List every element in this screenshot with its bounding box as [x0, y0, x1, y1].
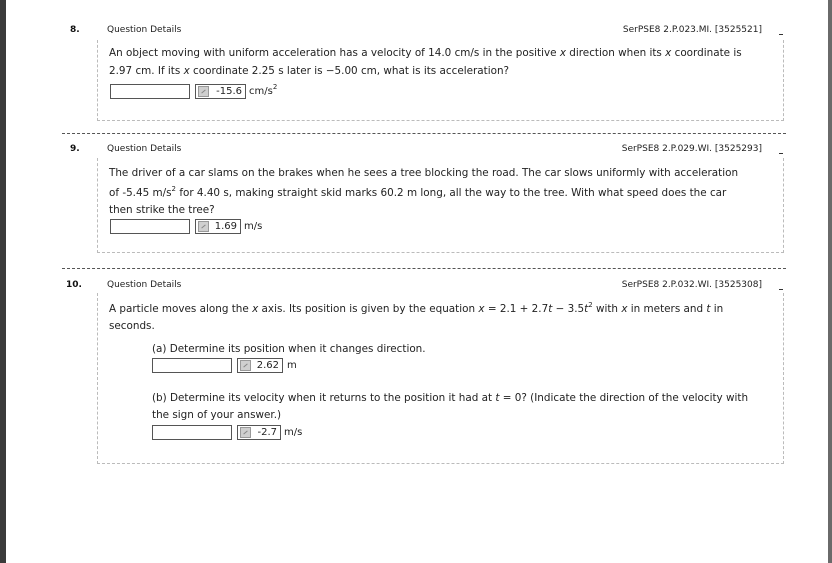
question-text-line: An object moving with uniform acceleration has a velocity of 14.0 cm/s in the positive x direction when its x coordinate is	[109, 47, 742, 59]
question-number: 10.	[66, 280, 82, 290]
answer-key-icon	[240, 360, 251, 371]
answer-key-icon	[240, 427, 251, 438]
answer-key-icon	[198, 221, 209, 232]
submitted-answer: -15.6	[195, 84, 246, 99]
part-b-text-line: (b) Determine its velocity when it returns to the position it had at t = 0? (Indicate the direction of the velocity with	[152, 392, 749, 404]
answer-input[interactable]	[110, 219, 190, 234]
question-details-link[interactable]: Question Details	[107, 280, 182, 290]
answer-unit: $cm/s^2$	[249, 83, 278, 97]
answer-input[interactable]	[110, 84, 190, 99]
question-text-line: seconds.	[109, 320, 155, 332]
question-reference: SerPSE8 2.P.023.MI. [3525521]	[622, 25, 762, 35]
question-text-line: of -5.45 $m/s^2$ for 4.40 s, making straight skid marks 60.2 m long, all the way to the tree. With what speed does the car	[109, 185, 727, 199]
answer-input-b[interactable]	[152, 425, 232, 440]
answer-input-a[interactable]	[152, 358, 232, 373]
question-reference: SerPSE8 2.P.032.WI. [3525308]	[621, 280, 762, 290]
question-details-link[interactable]: Question Details	[107, 144, 182, 154]
submitted-answer-a: 2.62	[237, 358, 283, 373]
window-left-edge	[0, 0, 6, 563]
window-right-edge	[828, 0, 832, 563]
question-text-line: The driver of a car slams on the brakes when he sees a tree blocking the road. The car slows uniformly with acceleration	[109, 167, 739, 179]
question-text-line: A particle moves along the x axis. Its position is given by the equation $x = 2.1 + 2.7t - 3.5t^2$ with x in meters and t in	[109, 301, 724, 315]
collapse-toggle[interactable]	[779, 289, 783, 290]
collapse-toggle[interactable]	[779, 153, 783, 154]
question-reference: SerPSE8 2.P.029.WI. [3525293]	[621, 144, 762, 154]
part-b-text-line: the sign of your answer.)	[152, 409, 282, 421]
submitted-answer: 1.69	[195, 219, 241, 234]
question-number: 8.	[70, 25, 80, 35]
answer-unit: m	[287, 360, 297, 371]
submitted-answer-b: -2.7	[237, 425, 281, 440]
question-text-line: 2.97 cm. If its x coordinate 2.25 s later is −5.00 cm, what is its acceleration?	[109, 65, 510, 77]
question-number: 9.	[70, 144, 80, 154]
part-a-text: (a) Determine its position when it changes direction.	[152, 343, 426, 355]
answer-unit: m/s	[284, 427, 303, 438]
question-details-link[interactable]: Question Details	[107, 25, 182, 35]
answer-key-icon	[198, 86, 209, 97]
question-separator	[62, 268, 786, 269]
collapse-toggle[interactable]	[779, 34, 783, 35]
answer-unit: m/s	[244, 221, 263, 232]
question-text-line: then strike the tree?	[109, 204, 215, 216]
question-separator	[62, 133, 786, 134]
